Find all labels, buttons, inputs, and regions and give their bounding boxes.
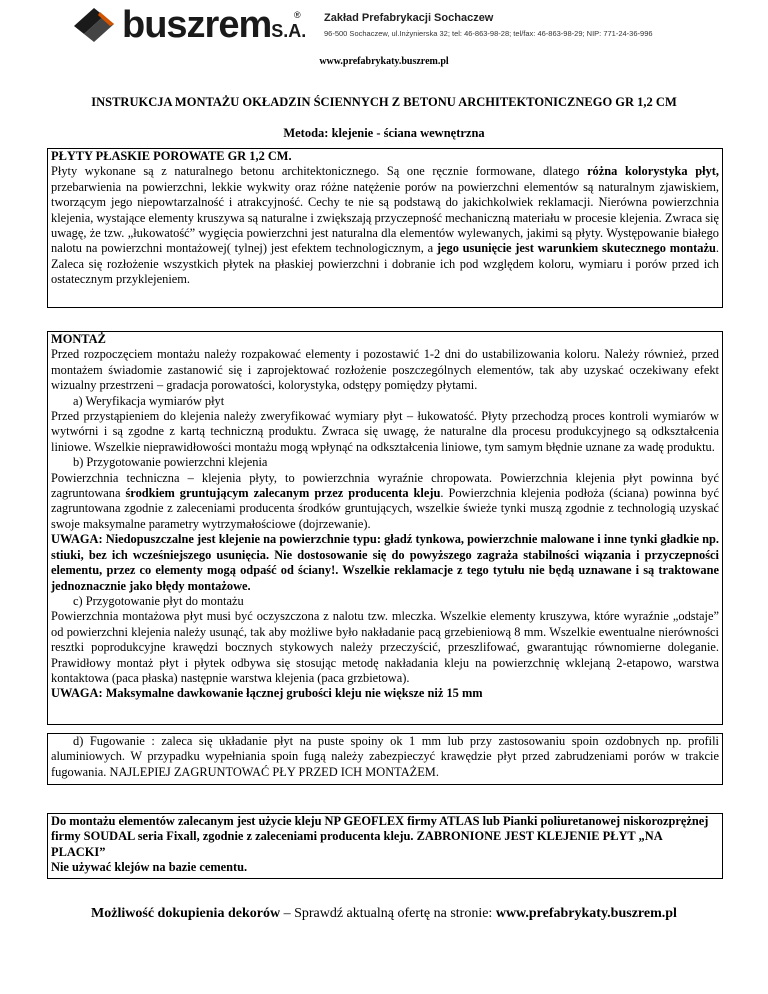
section2-heading: MONTAŻ (51, 332, 106, 346)
method-subtitle: Metoda: klejenie - ściana wewnętrzna (283, 126, 485, 140)
step-a-heading: a) Weryfikacja wymiarów płyt (73, 393, 225, 408)
section2-intro: Przed rozpoczęciem montażu należy rozpakować elementy i pozostawić 1-2 dni do ustabilizowania koloru. Należy również, przed montażem świadomie zastanowić się i zaprojektować rozłożenie poszczególnych elementów, tak aby uzyskać oczekiwany efekt wizualny przestrzeni – gradacja porowatości, kolorystyka, odstępy pomiędzy płytami. (51, 347, 719, 393)
footer-url[interactable]: www.prefabrykaty.buszrem.pl (495, 906, 677, 921)
company-address: 96-500 Sochaczew, ul.Inżynierska 32; tel: 46-863-98-28; tel/fax: 46-863-98-29; NIP: 771-24-36-996 (324, 29, 653, 38)
document-title: INSTRUKCJA MONTAŻU OKŁADZIN ŚCIENNYCH Z BETONU ARCHITEKTONICZNEGO GR 1,2 CM (91, 95, 677, 109)
footer-bold: Możliwość dokupienia dekorów (91, 906, 281, 921)
footer-middle: – Sprawdź aktualną ofertę na stronie: (280, 906, 496, 921)
warning-surface: UWAGA: Niedopuszczalne jest klejenie na powierzchnie typu: gładź tynkowa, powierzchnie malowane i inne tynki gładkie np. stiuki, bez ich wcześniejszego usunięcia. Nie dostosowanie się do powyższego zagraża stabilności wiązania i przyczepności elementu, przez co elementy mogą odpaść od ściany!. Wszelkie reklamacje z tego tytułu nie będą uznawane i są traktowane jednoznacznie jako błędy montażowe. (51, 532, 719, 593)
footer-note (0, 906, 768, 922)
cement-warning: Nie używać klejów na bazie cementu. (51, 860, 248, 875)
step-c-text: Powierzchnia montażowa płyt musi być oczyszczona z nalotu tzw. mleczka. Wszelkie elementy kruszywa, które wyraźnie „odstaje” od powierzchni klejenia należy usunąć, tak aby możliwe było nakładanie pacą grzebieniową 8 mm. Wszelkie ewentualne nierówności resztki poprodukcyjne krawędzi bocznych stykowych należy przeczyścić, przeszlifować, gwarantując równomierne doleganie. Prawidłowy montaż płyt i płytek odbywa się stosując metodę nakładania kleju na powierzchnię wklejaną 2-etapowo, warstwa kontaktowa (paca płaska) następnie warstwa klejenia (paca grzbietowa). (51, 609, 719, 685)
step-b-heading: b) Przygotowanie powierzchni klejenia (73, 455, 268, 470)
section-grouting (47, 733, 723, 785)
glue-recommendation: Do montażu elementów zalecanym jest użycie kleju NP GEOFLEX firmy ATLAS lub Pianki poliuretanowej niskorozprężnej firmy SOUDAL seria Fixall, zgodnie z zaleceniami producenta kleju. ZABRONIONE JEST KLEJENIE PŁYT „NA PLACKI” (51, 814, 709, 859)
step-b-text: Powierzchnia techniczna – klejenia płyty, to powierzchnia wyraźnie chropowata. Powierzchnia klejenia płyt powinna być zagruntowana środkiem gruntującym zalecanym przez producenta kleju. Powierzchnia klejenia podłoża (ściana) powinna być zagruntowana zgodnie z zaleceniami producenta środków gruntujących, wszelkie świeże tynki muszą zgodnie z technologią uzyskać swoje maksymalne parametry wytrzymałościowe (dojrzewanie). (51, 470, 720, 531)
step-a-text: Przed przystąpieniem do klejenia należy zweryfikować wymiary płyt – łukowatość. Płyty przechodzą proces kontroli wymiarów w wytwórni i są zgodne z kartą techniczną produktu. Zwraca się uwagę, że naturalne dla procesu produkcyjnego są odkształcenia liniowe. Wszelkie nieprawidłowości montażu mogą wpłynąć na odkształcenia liniowe, tym samym błędnie uznane za wadę produktu. (51, 409, 719, 454)
registered-mark: ® (294, 10, 301, 20)
company-name: Zakład Prefabrykacji Sochaczew (324, 12, 494, 24)
website-link[interactable]: www.prefabrykaty.buszrem.pl (319, 56, 449, 67)
section1-body: Płyty wykonane są z naturalnego betonu architektonicznego. Są one ręcznie formowane, dlatego różna kolorystyka płyt, przebarwienia na powierzchni, lekkie wykwity oraz różne natężenie porów na powierzchni elementów są naturalnym zjawiskiem, tworzącym jego niepowtarzalność i atrakcyjność. Cechy te nie są podstawą do jakichkolwiek reklamacji. Nierówna powierzchnia klejenia, wystające elementy kruszywa są naturalne i zwiększają przyczepność mechaniczną materiału w procesie klejenia. Zwraca się uwagę, że tzw. „łukowatość” wygięcia powierzchni jest naturalna dla elementów wylewanych, jakimi są płyty. Występowanie białego nalotu na powierzchni montażowej( tylnej) jest efektem technologicznym, a jego usunięcie jest warunkiem skutecznego montażu. Zaleca się rozłożenie wszystkich płytek na płaskiej powierzchni i dobranie ich pod względem koloru, wymiaru i porów przed ich ostatecznym przyklejeniem. (51, 164, 720, 287)
section-glue-recommendation (47, 813, 723, 879)
section1-heading: PŁYTY PŁASKIE POROWATE GR 1,2 CM. (51, 149, 292, 163)
page-header (70, 4, 700, 48)
warning-glue-thickness: UWAGA: Maksymalne dawkowanie łącznej grubości kleju nie większe niż 15 mm (51, 686, 483, 701)
buszrem-logo-icon (70, 6, 118, 46)
section-flat-plates (47, 148, 723, 308)
step-c-heading: c) Przygotowanie płyt do montażu (73, 593, 244, 608)
logo-wordmark: buszremS.A. (122, 4, 307, 46)
section-assembly (47, 331, 723, 725)
step-d-text: d) Fugowanie : zaleca się układanie płyt na puste spoiny ok 1 mm lub przy zastosowaniu spoin ozdobnych np. profili aluminiowych. W przypadku wypełniania spoin fugą należy zabezpieczyć krawędzie płyt przed zabrudzeniami porów w trakcie fugowania. NAJLEPIEJ ZAGRUNTOWAĆ PŁY PRZED ICH MONTAŻEM. (51, 734, 719, 779)
